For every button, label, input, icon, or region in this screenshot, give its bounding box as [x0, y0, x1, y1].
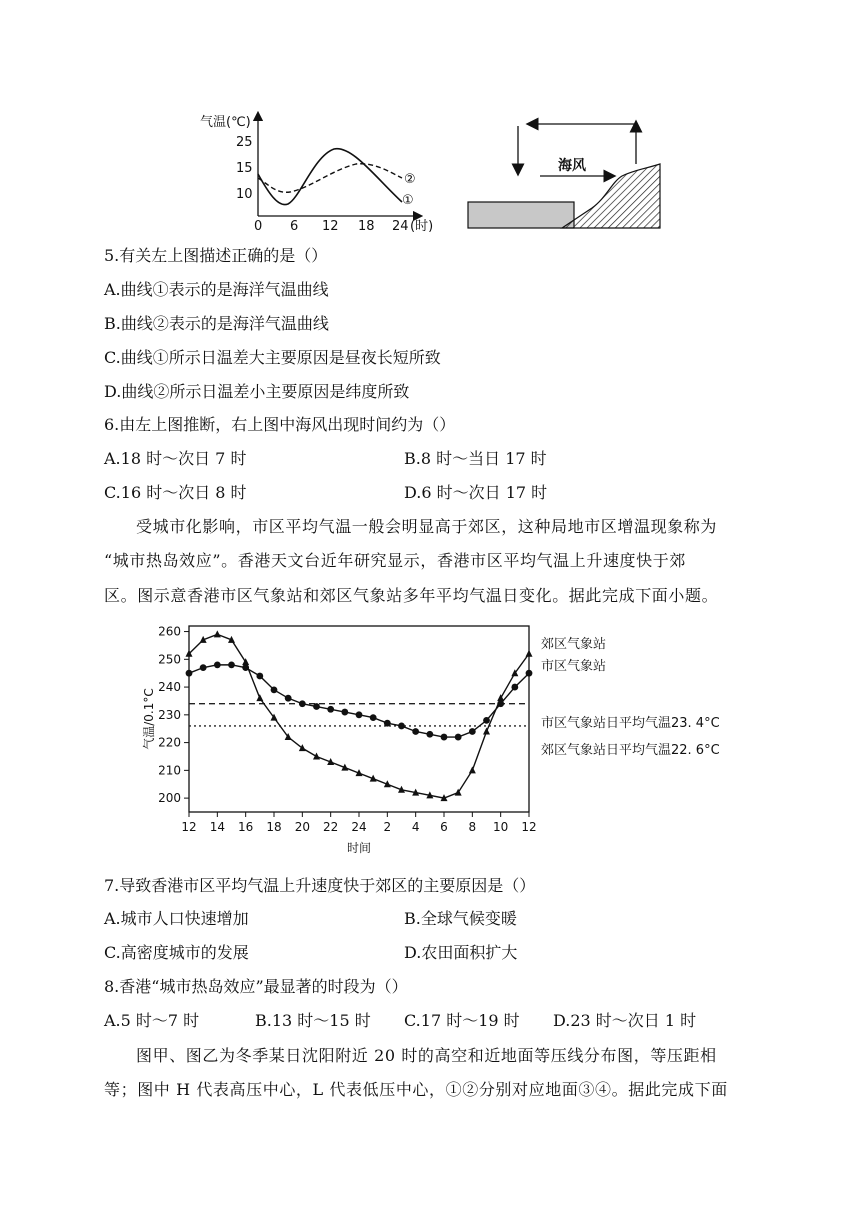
urban-point — [341, 709, 348, 716]
y-tick-label: 220 — [158, 735, 181, 750]
urban-point — [455, 734, 462, 741]
temp-x-tick-24: 24 — [392, 219, 409, 234]
q5-option-b: B.曲线②表示的是海洋气温曲线 — [104, 314, 329, 333]
passage2-line1: 图甲、图乙为冬季某日沈阳附近 20 时的高空和近地面等压线分布图，等压距相 — [136, 1046, 717, 1065]
urban-point — [412, 728, 419, 735]
urban-point — [497, 700, 504, 707]
q7-option-c: C.高密度城市的发展 — [104, 943, 249, 962]
temp-x-unit: (时) — [410, 219, 434, 234]
q8-option-b: B.13 时～15 时 — [255, 1011, 371, 1030]
temp-x-tick-18: 18 — [358, 219, 375, 234]
temp-y-tick-25: 25 — [236, 135, 253, 150]
urban-point — [370, 714, 377, 721]
x-tick-label: 24 — [351, 820, 367, 834]
suburban-point — [469, 766, 476, 773]
urban-point — [313, 703, 320, 710]
legend-suburban-mean: 郊区气象站日平均气温22. 6°C — [541, 743, 720, 758]
y-axis-label: 气温/0.1°C — [142, 688, 156, 750]
suburban-point — [483, 727, 490, 734]
y-tick-label: 230 — [158, 707, 181, 722]
suburban-point — [299, 744, 306, 751]
legend-urban-station: 市区气象站 — [541, 659, 607, 674]
sea-breeze-figure — [462, 112, 668, 234]
q7-option-d: D.农田面积扩大 — [404, 943, 518, 962]
urban-point — [228, 661, 235, 668]
q6-option-c: C.16 时～次日 8 时 — [104, 483, 247, 502]
urban-point — [384, 720, 391, 727]
x-tick-label: 12 — [181, 820, 197, 834]
temp-x-tick-6: 6 — [290, 219, 299, 234]
x-tick-label: 20 — [294, 820, 310, 834]
urban-point — [426, 731, 433, 738]
q7-stem: 7.导致香港市区平均气温上升速度快于郊区的主要原因是（） — [104, 876, 536, 895]
temp-curve-1-label: ① — [402, 193, 414, 208]
q8-option-c: C.17 时～19 时 — [404, 1011, 520, 1030]
x-tick-label: 22 — [323, 820, 339, 834]
x-tick-label: 6 — [440, 820, 448, 834]
temp-y-label: 气温(℃) — [200, 115, 251, 130]
suburban-point — [214, 630, 221, 637]
x-tick-label: 10 — [493, 820, 509, 834]
urban-point — [511, 684, 518, 691]
temp-curve-2-label: ② — [404, 172, 416, 187]
temp-y-tick-15: 15 — [236, 161, 253, 176]
y-tick-label: 210 — [158, 763, 181, 778]
q5-option-d: D.曲线②所示日温差小主要原因是纬度所致 — [104, 382, 410, 401]
y-tick-label: 250 — [158, 652, 181, 667]
q5-option-a: A.曲线①表示的是海洋气温曲线 — [104, 280, 329, 299]
x-tick-label: 12 — [521, 820, 537, 834]
urban-point — [327, 706, 334, 713]
q6-option-b: B.8 时～当日 17 时 — [404, 449, 547, 468]
temp-curve-2 — [258, 164, 402, 193]
q8-stem: 8.香港“城市热岛效应”最显著的时段为（） — [104, 977, 408, 996]
passage2-line2: 等；图中 H 代表高压中心，L 代表低压中心，①②分别对应地面③④。据此完成下面 — [104, 1080, 728, 1099]
y-tick-label: 240 — [158, 680, 181, 695]
temp-y-tick-10: 10 — [236, 187, 253, 202]
urban-point — [186, 670, 193, 677]
urban-point — [256, 673, 263, 680]
x-tick-label: 18 — [266, 820, 282, 834]
temp-curve-1 — [258, 149, 402, 205]
urban-point — [441, 734, 448, 741]
q7-option-a: A.城市人口快速增加 — [104, 909, 249, 928]
q6-stem: 6.由左上图推断，右上图中海风出现时间约为（） — [104, 415, 456, 434]
hk-temperature-chart — [140, 616, 760, 862]
x-axis-label: 时间 — [346, 841, 372, 855]
suburban-point — [526, 650, 533, 657]
x-tick-label: 2 — [383, 820, 392, 834]
urban-point — [483, 717, 490, 724]
temperature-curve-figure — [196, 108, 446, 238]
urban-point — [526, 670, 533, 677]
urban-point — [469, 728, 476, 735]
q5-option-c: C.曲线①所示日温差大主要原因是昼夜长短所致 — [104, 348, 441, 367]
passage1-line3: 区。图示意香港市区气象站和郊区气象站多年平均气温日变化。据此完成下面小题。 — [104, 586, 719, 605]
urban-point — [214, 661, 221, 668]
x-tick-label: 4 — [411, 820, 420, 834]
x-tick-label: 14 — [209, 820, 225, 834]
q8-option-d: D.23 时～次日 1 时 — [553, 1011, 697, 1030]
y-tick-label: 200 — [158, 791, 181, 806]
passage1-line1: 受城市化影响，市区平均气温一般会明显高于郊区，这种局地市区增温现象称为 — [136, 517, 718, 536]
q6-option-d: D.6 时～次日 17 时 — [404, 483, 548, 502]
sea-surface — [468, 202, 574, 228]
urban-point — [356, 711, 363, 718]
legend-suburban-station: 郊区气象站 — [541, 637, 607, 652]
passage1-line2: “城市热岛效应”。香港天文台近年研究显示，香港市区平均气温上升速度快于郊 — [104, 551, 686, 570]
urban-point — [299, 700, 306, 707]
y-tick-label: 260 — [158, 624, 181, 639]
q5-stem: 5.有关左上图描述正确的是（） — [104, 246, 328, 265]
urban-point — [285, 695, 292, 702]
temp-x-tick-12: 12 — [322, 219, 339, 234]
urban-point — [271, 686, 278, 693]
q8-option-a: A.5 时～7 时 — [104, 1011, 200, 1030]
x-tick-label: 16 — [238, 820, 254, 834]
temp-x-tick-0: 0 — [254, 219, 263, 234]
x-tick-label: 8 — [468, 820, 477, 834]
legend-urban-mean: 市区气象站日平均气温23. 4°C — [541, 716, 720, 731]
q7-option-b: B.全球气候变暖 — [404, 909, 517, 928]
urban-point — [398, 723, 405, 730]
suburban-point — [256, 694, 263, 701]
urban-point — [200, 664, 207, 671]
suburban-point — [313, 752, 320, 759]
sea-breeze-label: 海风 — [558, 158, 586, 174]
urban-point — [242, 664, 249, 671]
q6-option-a: A.18 时～次日 7 时 — [104, 449, 247, 468]
